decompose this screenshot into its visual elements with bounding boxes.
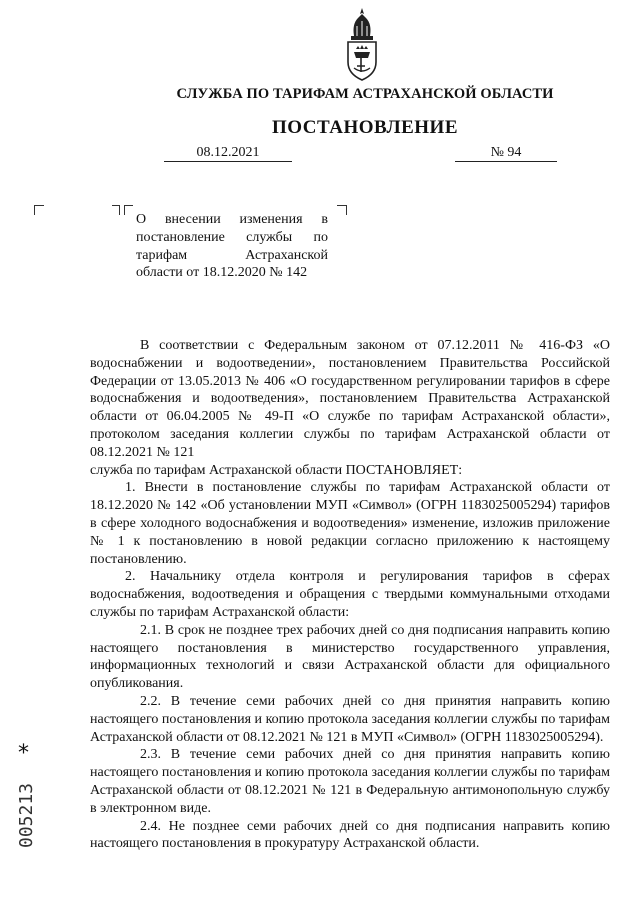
document-number: № 94	[455, 145, 557, 162]
item-2-2-paragraph: 2.2. В течение семи рабочих дней со дня принятия направить копию настоящего постановления и копию протокола заседания коллегии службы по тарифам Астраханской области от 08.12.2021 № 121 в МУП «Символ» (ОГРН 1183025005294).	[90, 693, 610, 745]
preamble-paragraph: В соответствии с Федеральным законом от 07.12.2011 № 416-ФЗ «О водоснабжении и водоотведении», постановлением Правительства Российской Федерации от 13.05.2013 № 406 «О государственном регулировании тарифов в сфере водоснабжения и водоотведения», постановлением Правительства Астраханской области от 06.04.2005 № 49-П «О службе по тарифам Астраханской области», протоколом заседания коллегии службы по тарифам Астраханской области от 08.12.2021 № 121	[90, 338, 610, 460]
stamp-star: *	[18, 741, 29, 766]
coat-of-arms-icon	[342, 6, 382, 82]
stamp-serial-number: 005213	[16, 782, 37, 848]
item-2-4-paragraph: 2.4. Не позднее семи рабочих дней со дня подписания направить копию настоящего постановления в прокуратуру Астраханской области.	[90, 818, 610, 852]
corner-mark	[34, 205, 44, 215]
subject-line: области от 18.12.2020 № 142	[136, 265, 308, 281]
document-type-title: ПОСТАНОВЛЕНИЕ	[271, 117, 459, 138]
corner-mark	[124, 205, 133, 215]
document-body	[90, 337, 610, 853]
corner-mark	[337, 205, 347, 215]
subject-line: тарифам Астраханской	[136, 247, 328, 263]
resolves-paragraph: служба по тарифам Астраханской области ПОСТАНОВЛЯЕТ:	[90, 462, 463, 478]
subject-line: О внесении изменения в	[136, 212, 328, 227]
item-2-3-paragraph: 2.3. В течение семи рабочих дней со дня принятия направить копию настоящего постановления и копию протокола заседания коллегии службы по тарифам Астраханской области от 08.12.2021 № 121 в Федеральную антимонопольную службу в электронном виде.	[90, 747, 610, 816]
corner-mark	[112, 205, 120, 215]
item-2-1-paragraph: 2.1. В срок не позднее трех рабочих дней со дня подписания направить копию настоящего постановления в министерство государственного управления, информационных технологий и связи Астраханской области для официального опубликования.	[90, 622, 610, 692]
organization-name: СЛУЖБА ПО ТАРИФАМ АСТРАХАНСКОЙ ОБЛАСТИ	[176, 86, 554, 102]
item-1-paragraph: 1. Внести в постановление службы по тарифам Астраханской области от 18.12.2020 № 142 «Об установлении МУП «Символ» (ОГРН 1183025005294) тарифов в сфере холодного водоснабжения и водоотведения» изменение, изложив приложение № 1 к постановлению в новой редакции согласно приложению к настоящему постановлению.	[90, 480, 610, 567]
document-subject	[136, 211, 328, 282]
document-date: 08.12.2021	[164, 145, 292, 162]
subject-line: постановление службы по	[136, 229, 328, 245]
item-2-paragraph: 2. Начальнику отдела контроля и регулирования тарифов в сферах водоснабжения, водоотведения и обращения с твердыми коммунальными отходами службы по тарифам Астраханской области:	[90, 569, 610, 620]
